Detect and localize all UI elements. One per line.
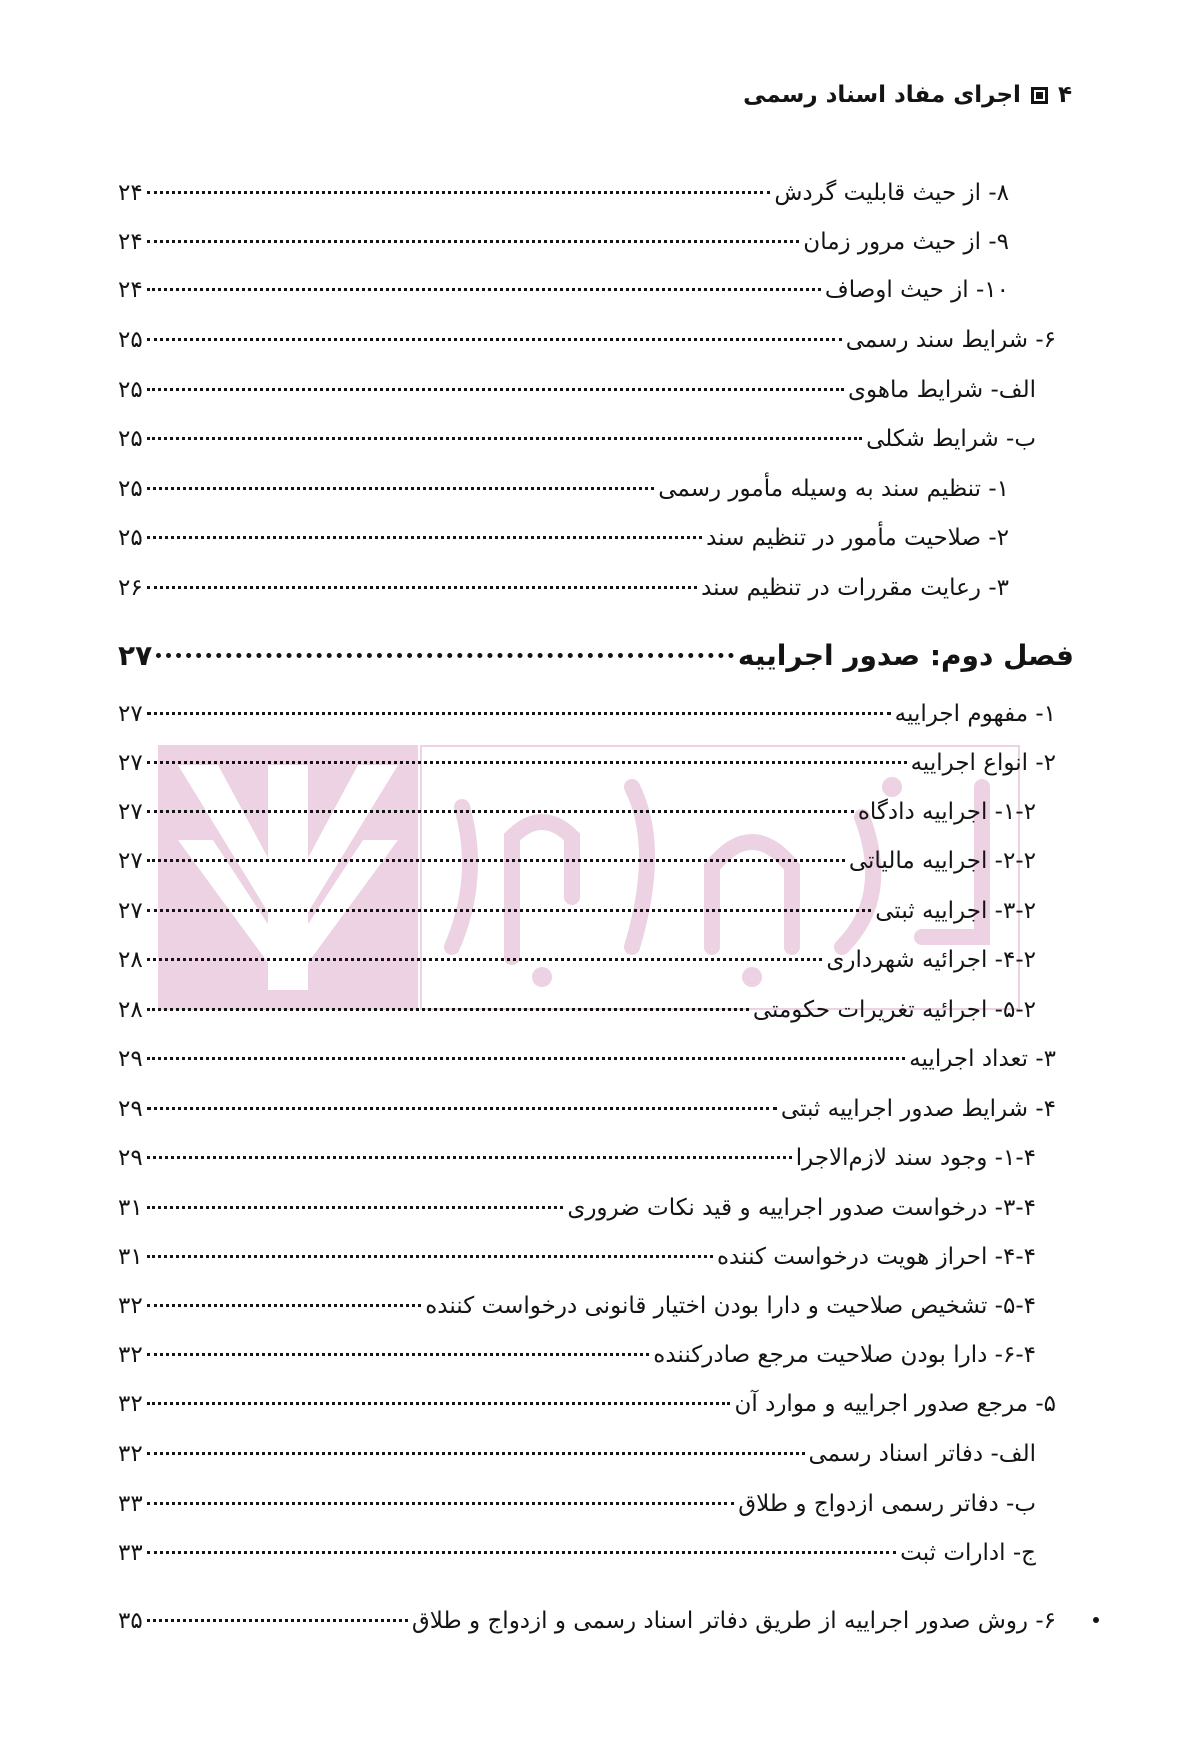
toc-entry-title: ۴-۲- اجرائیه شهرداری	[826, 947, 1036, 973]
dot-leader	[147, 1551, 896, 1554]
toc-entry-page: ۲۷	[118, 898, 143, 924]
toc-entry-title: ۴-۴- احراز هویت درخواست کننده	[717, 1244, 1036, 1270]
toc-entry[interactable]	[118, 893, 1036, 929]
margin-dot	[1093, 1617, 1099, 1623]
toc-entry-title: الف- دفاتر اسناد رسمی	[808, 1441, 1036, 1467]
toc-entry[interactable]	[118, 1436, 1036, 1472]
dot-leader	[147, 1304, 422, 1307]
toc-entry[interactable]	[118, 570, 1009, 606]
dot-leader	[147, 1353, 650, 1356]
toc-entry-title: ۲- انواع اجراییه	[910, 750, 1056, 776]
dot-leader	[147, 761, 907, 764]
toc-entry-title: ۵- مرجع صدور اجراییه و موارد آن	[734, 1391, 1056, 1417]
toc-entry[interactable]	[118, 224, 1009, 260]
toc-entry-title: ۵-۴- تشخیص صلاحیت و دارا بودن اختیار قانونی درخواست کننده	[425, 1293, 1036, 1319]
toc-entry-page: ۲۸	[118, 947, 143, 973]
toc-entry-page: ۳۲	[118, 1441, 143, 1467]
toc-entry[interactable]	[118, 745, 1056, 781]
dot-leader	[147, 1107, 777, 1110]
dot-leader	[147, 536, 702, 539]
toc-entry-title: ۲-۲- اجراییه مالیاتی	[848, 848, 1036, 874]
toc-entry-title: ب- دفاتر رسمی ازدواج و طلاق	[738, 1491, 1036, 1517]
dot-leader	[147, 1452, 805, 1455]
toc-entry-page: ۲۹	[118, 1096, 143, 1122]
dot-leader	[147, 810, 854, 813]
toc-entry-title: ۱- تنظیم سند به وسیله مأمور رسمی	[658, 476, 1009, 502]
toc-entry-page: ۲۹	[118, 1145, 143, 1171]
toc-entry[interactable]	[118, 471, 1009, 507]
dot-leader	[147, 288, 821, 291]
header-book-title: اجرای مفاد اسناد رسمی	[743, 82, 1021, 108]
toc-entry[interactable]	[118, 1535, 1036, 1571]
dot-leader	[147, 1206, 564, 1209]
dot-leader	[147, 586, 697, 589]
toc-entry-title: ۶- شرایط سند رسمی	[845, 327, 1056, 353]
dot-leader	[156, 653, 734, 658]
toc-entry-title: ۶- روش صدور اجراییه از طریق دفاتر اسناد رسمی و ازدواج و طلاق	[411, 1608, 1056, 1634]
toc-entry-page: ۳۲	[118, 1342, 143, 1368]
toc-entry-title: ب- شرایط شکلی	[866, 426, 1036, 452]
dot-leader	[147, 859, 845, 862]
toc-entry-page: ۲۷	[118, 848, 143, 874]
dot-leader	[147, 437, 862, 440]
toc-entry-page: ۳۳	[118, 1491, 143, 1517]
toc-entry-page: ۲۵	[118, 327, 143, 353]
toc-entry-title: فصل دوم: صدور اجراییه	[737, 639, 1074, 672]
toc-entry[interactable]	[118, 175, 1009, 211]
dot-leader	[147, 1255, 713, 1258]
toc-entry-page: ۲۷	[118, 639, 153, 672]
toc-entry-page: ۲۵	[118, 377, 143, 403]
dot-leader	[147, 1502, 735, 1505]
toc-entry[interactable]	[118, 1288, 1036, 1324]
toc-entry-title: ۳-۴- درخواست صدور اجراییه و قید نکات ضروری	[567, 1195, 1036, 1221]
dot-leader	[147, 338, 842, 341]
toc-entry-page: ۲۵	[118, 525, 143, 551]
toc-entry[interactable]	[118, 1386, 1056, 1422]
toc-entry-page: ۲۸	[118, 997, 143, 1023]
toc-entry-page: ۳۳	[118, 1540, 143, 1566]
header-page-number: ۴	[1057, 82, 1072, 108]
dot-leader	[147, 712, 891, 715]
dot-leader	[147, 1402, 731, 1405]
toc-entry-page: ۳۲	[118, 1391, 143, 1417]
toc-entry-title: ۱-۴- وجود سند لازم‌الاجرا	[795, 1145, 1036, 1171]
toc-entry[interactable]	[118, 1140, 1036, 1176]
toc-entry-title: ۱۰- از حیث اوصاف	[824, 277, 1009, 303]
toc-entry[interactable]	[118, 372, 1036, 408]
toc-entry-page: ۲۷	[118, 799, 143, 825]
toc-entry-page: ۳۱	[118, 1195, 143, 1221]
dot-leader	[147, 1008, 749, 1011]
dot-leader	[147, 487, 655, 490]
toc-entry-title: ۱- مفهوم اجراییه	[894, 701, 1056, 727]
toc-entry-title: ۳-۲- اجراییه ثبتی	[875, 898, 1036, 924]
toc-entry-title: ۸- از حیث قابلیت گردش	[774, 180, 1009, 206]
toc-entry-page: ۲۷	[118, 701, 143, 727]
toc-entry[interactable]	[118, 1337, 1036, 1373]
toc-entry-title: ۳- رعایت مقررات در تنظیم سند	[701, 575, 1009, 601]
toc-entry[interactable]	[118, 1239, 1036, 1275]
toc-entry-title: ۹- از حیث مرور زمان	[803, 229, 1009, 255]
dot-leader	[147, 1156, 792, 1159]
toc-entry[interactable]	[118, 322, 1056, 358]
dot-leader	[147, 388, 844, 391]
toc-entry-title: ۱-۲- اجراییه دادگاه	[857, 799, 1036, 825]
toc-entry[interactable]	[118, 1041, 1056, 1077]
toc-entry[interactable]	[118, 843, 1036, 879]
toc-entry-page: ۳۱	[118, 1244, 143, 1270]
dot-leader	[147, 191, 771, 194]
toc-entry-page: ۳۲	[118, 1293, 143, 1319]
toc-entry-title: ج- ادارات ثبت	[900, 1540, 1036, 1566]
dot-leader	[147, 1619, 408, 1622]
toc-entry-title: الف- شرایط ماهوی	[847, 377, 1036, 403]
toc-entry-title: ۲- صلاحیت مأمور در تنظیم سند	[706, 525, 1009, 551]
toc-entry-page: ۳۵	[118, 1608, 143, 1634]
toc-entry-page: ۲۶	[118, 575, 143, 601]
toc-entry[interactable]	[118, 520, 1009, 556]
toc-entry-page: ۲۴	[118, 180, 143, 206]
toc-entry-page: ۲۹	[118, 1046, 143, 1072]
toc-entry[interactable]	[118, 942, 1036, 978]
toc-entry-page: ۲۵	[118, 476, 143, 502]
dot-leader	[147, 240, 800, 243]
toc-chapter-heading[interactable]	[118, 634, 1074, 678]
toc-entry-page: ۲۴	[118, 229, 143, 255]
toc-entry[interactable]	[118, 1091, 1056, 1127]
toc-entry-page: ۲۵	[118, 426, 143, 452]
toc-entry[interactable]	[118, 272, 1009, 308]
toc-entry[interactable]	[118, 1486, 1036, 1522]
toc-entry[interactable]	[118, 794, 1036, 830]
toc-entry-title: ۴- شرایط صدور اجراییه ثبتی	[780, 1096, 1056, 1122]
dot-leader	[147, 958, 823, 961]
toc-entry[interactable]	[118, 1603, 1056, 1639]
toc-entry-title: ۶-۴- دارا بودن صلاحیت مرجع صادرکننده	[653, 1342, 1036, 1368]
toc-entry[interactable]	[118, 421, 1036, 457]
dot-leader	[147, 909, 872, 912]
toc-entry-title: ۳- تعداد اجراییه	[909, 1046, 1056, 1072]
toc-entry[interactable]	[118, 1190, 1036, 1226]
dot-leader	[147, 1057, 905, 1060]
toc-entry-page: ۲۴	[118, 277, 143, 303]
toc-entry[interactable]	[118, 992, 1036, 1028]
toc-entry[interactable]	[118, 696, 1056, 732]
toc-entry-title: ۵-۲- اجرائیه تغریرات حکومتی	[752, 997, 1036, 1023]
toc-entry-page: ۲۷	[118, 750, 143, 776]
